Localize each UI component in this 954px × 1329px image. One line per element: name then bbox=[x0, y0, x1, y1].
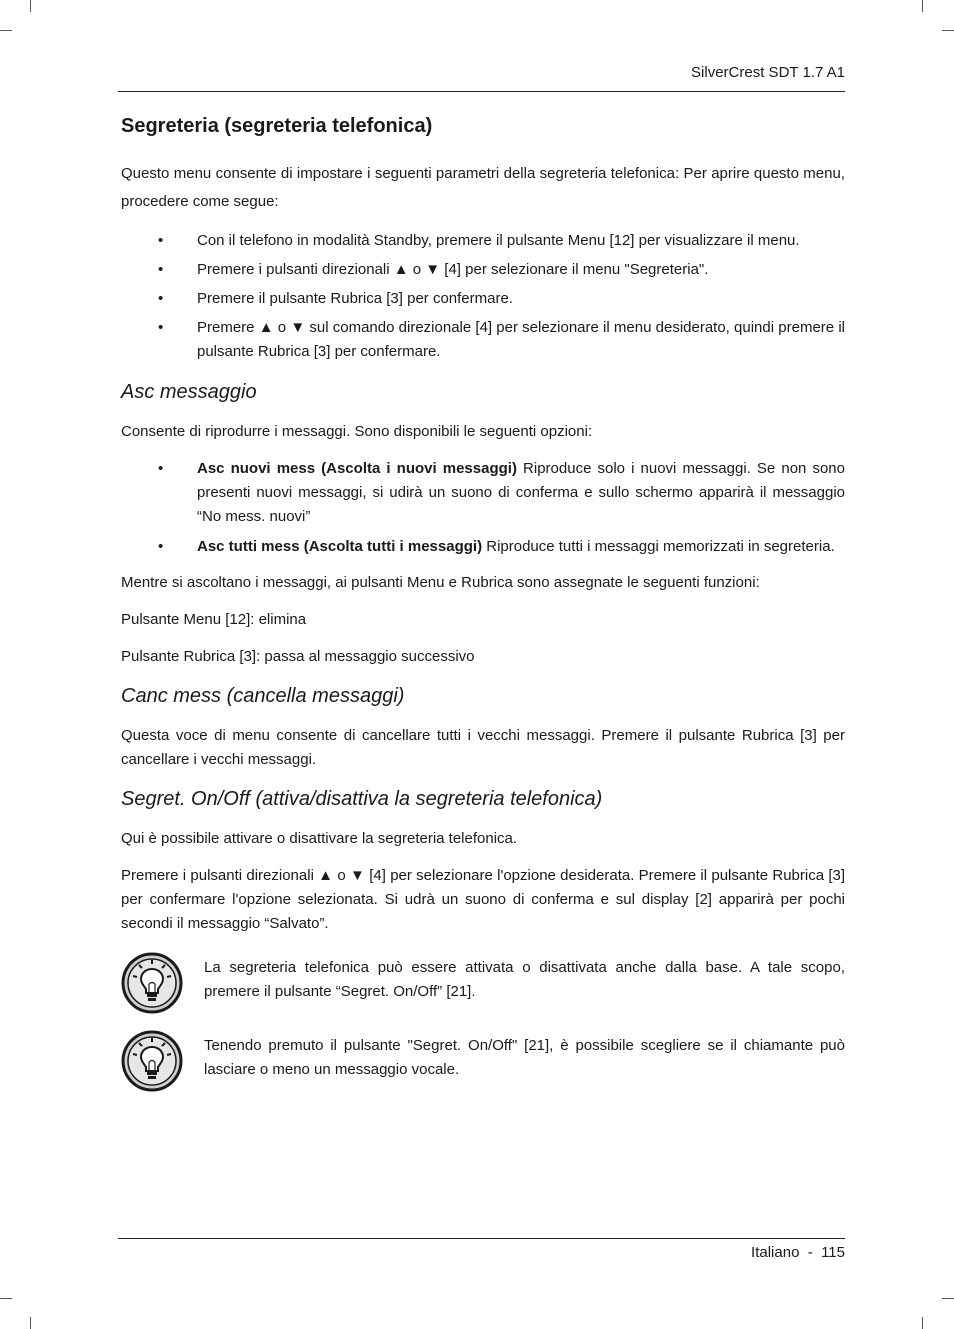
crop-mark bbox=[30, 0, 31, 12]
list-item: • Premere i pulsanti direzionali ▲ o ▼ [4] per selezionare il menu "Segreteria". bbox=[121, 258, 845, 282]
paragraph: Questa voce di menu consente di cancellare tutti i vecchi messaggi. Premere il pulsante Rubrica [3] per cancellare i vecchi messaggi. bbox=[121, 727, 845, 768]
crop-mark bbox=[942, 1298, 954, 1299]
crop-mark bbox=[922, 1317, 923, 1329]
list-item: • Con il telefono in modalità Standby, premere il pulsante Menu [12] per visualizzare il menu. bbox=[121, 229, 845, 253]
paragraph: Premere i pulsanti direzionali ▲ o ▼ [4] per selezionare l'opzione desiderata. Premere il pulsante Rubrica [3] per confermare l'opzione selezionata. Si udrà un suono di conferma e sul display [2] apparirà per pochi secondi il messaggio “Salvato”. bbox=[121, 867, 845, 932]
list-item: • Premere il pulsante Rubrica [3] per confermare. bbox=[121, 287, 845, 311]
lightbulb-icon bbox=[121, 1030, 183, 1092]
paragraph: Mentre si ascoltano i messaggi, ai pulsanti Menu e Rubrica sono assegnate le seguenti funzioni: bbox=[121, 574, 760, 591]
tip-box bbox=[121, 1030, 845, 1092]
page-footer: Italiano - 115 bbox=[751, 1244, 845, 1261]
lightbulb-icon bbox=[121, 952, 183, 1014]
crop-mark bbox=[30, 1317, 31, 1329]
crop-mark bbox=[942, 30, 954, 31]
option-label: Asc tutti mess (Ascolta tutti i messaggi) bbox=[197, 538, 483, 555]
crop-mark bbox=[0, 1298, 12, 1299]
section-title: Segreteria (segreteria telefonica) bbox=[121, 115, 433, 137]
page-content bbox=[121, 112, 845, 1106]
list-item bbox=[121, 457, 845, 529]
option-label: Asc nuovi mess (Ascolta i nuovi messaggi) bbox=[197, 460, 517, 477]
tip-text: La segreteria telefonica può essere attivata o disattivata anche dalla base. A tale scopo, premere il pulsante “Segret. On/Off” [21]. bbox=[204, 959, 845, 1000]
list-item: • Premere ▲ o ▼ sul comando direzionale [4] per selezionare il menu desiderato, quindi premere il pulsante Rubrica [3] per confermare. bbox=[121, 316, 845, 364]
section-intro: Questo menu consente di impostare i seguenti parametri della segreteria telefonica: Per aprire questo menu, procedere come segue: bbox=[121, 165, 845, 210]
steps-list bbox=[121, 229, 845, 364]
page-header: SilverCrest SDT 1.7 A1 bbox=[691, 64, 845, 81]
paragraph: Qui è possibile attivare o disattivare la segreteria telefonica. bbox=[121, 830, 518, 847]
tip-box bbox=[121, 952, 845, 1014]
crop-mark bbox=[0, 30, 12, 31]
paragraph: Consente di riprodurre i messaggi. Sono disponibili le seguenti opzioni: bbox=[121, 423, 593, 440]
list-item bbox=[121, 535, 845, 559]
subsection-title: Segret. On/Off (attiva/disattiva la segreteria telefonica) bbox=[121, 788, 603, 810]
tip-text: Tenendo premuto il pulsante "Segret. On/Off" [21], è possibile scegliere se il chiamante può lasciare o meno un messaggio vocale. bbox=[204, 1037, 845, 1078]
paragraph: Pulsante Menu [12]: elimina bbox=[121, 611, 307, 628]
footer-rule bbox=[118, 1238, 845, 1239]
crop-mark bbox=[922, 0, 923, 12]
paragraph: Pulsante Rubrica [3]: passa al messaggio successivo bbox=[121, 648, 475, 665]
subsection-title: Canc mess (cancella messaggi) bbox=[121, 685, 405, 707]
option-text: Riproduce solo i nuovi messaggi. Se non sono presenti nuovi messaggi, si udirà un suono di conferma e sullo schermo apparirà il messaggio “No mess. nuovi” bbox=[197, 460, 845, 525]
options-list bbox=[121, 457, 845, 559]
option-text: Riproduce tutti i messaggi memorizzati in segreteria. bbox=[482, 538, 835, 555]
subsection-title: Asc messaggio bbox=[121, 381, 257, 403]
header-rule bbox=[118, 91, 845, 92]
